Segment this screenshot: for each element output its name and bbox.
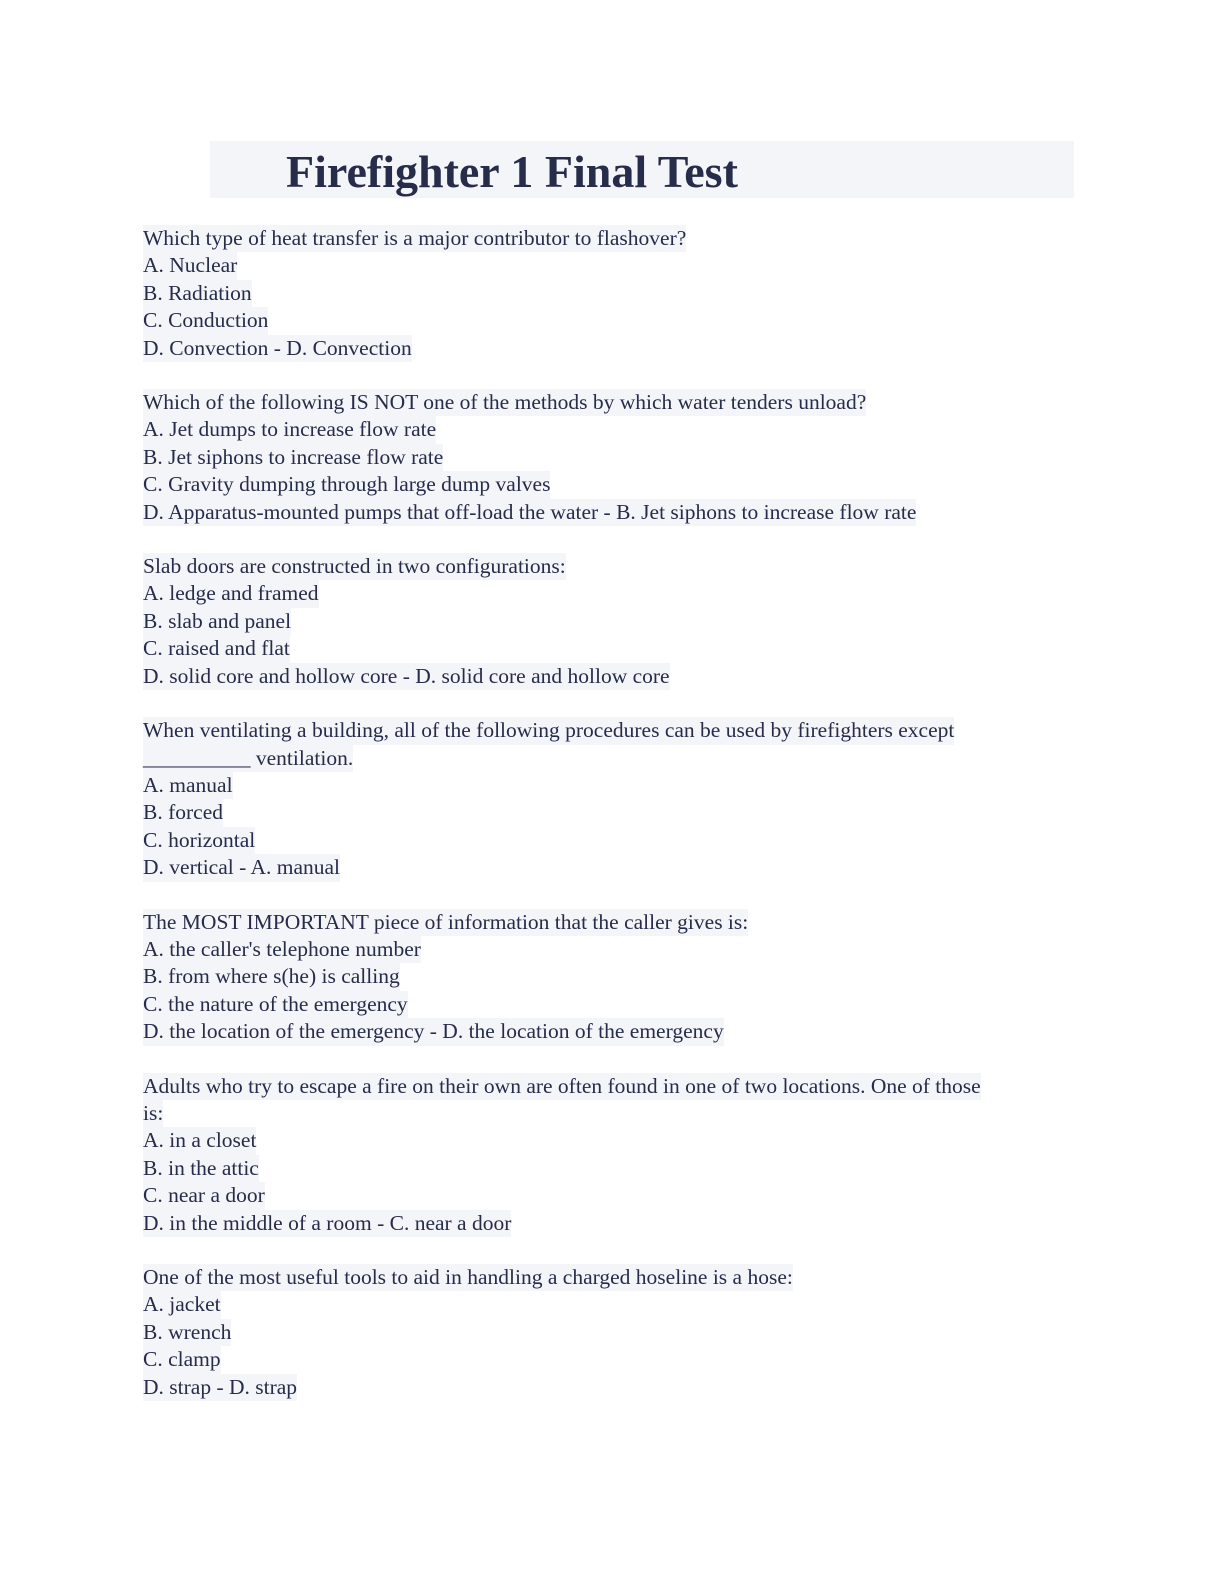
answer-option: D. Apparatus-mounted pumps that off-load the water - B. Jet siphons to increase flow rate: [143, 499, 916, 526]
answer-option: C. horizontal: [143, 827, 255, 854]
answer-option: B. wrench: [143, 1319, 231, 1346]
question-text: Which type of heat transfer is a major contributor to flashover?: [143, 225, 686, 252]
answer-option: A. ledge and framed: [143, 580, 319, 607]
answer-option: D. Convection - D. Convection: [143, 335, 412, 362]
page-title: Firefighter 1 Final Test: [286, 146, 738, 197]
answer-option: B. slab and panel: [143, 608, 291, 635]
question-text: Adults who try to escape a fire on their own are often found in one of two locations. One of those: [143, 1073, 981, 1100]
answer-option: D. in the middle of a room - C. near a door: [143, 1210, 511, 1237]
answer-option: A. Nuclear: [143, 252, 237, 279]
answer-option: A. Jet dumps to increase flow rate: [143, 416, 436, 443]
answer-option: D. strap - D. strap: [143, 1374, 297, 1401]
question-text: __________ ventilation.: [143, 745, 353, 772]
question-list: [143, 225, 1078, 1428]
question-text: Which of the following IS NOT one of the methods by which water tenders unload?: [143, 389, 866, 416]
question-block: [143, 909, 1078, 1046]
question-block: [143, 1073, 1078, 1237]
question-block: [143, 717, 1078, 881]
answer-option: A. in a closet: [143, 1127, 256, 1154]
question-text: is:: [143, 1100, 163, 1127]
question-text: One of the most useful tools to aid in handling a charged hoseline is a hose:: [143, 1264, 793, 1291]
answer-option: C. Gravity dumping through large dump valves: [143, 471, 550, 498]
question-block: [143, 225, 1078, 362]
answer-option: B. from where s(he) is calling: [143, 963, 400, 990]
answer-option: A. jacket: [143, 1291, 221, 1318]
question-text: The MOST IMPORTANT piece of information that the caller gives is:: [143, 909, 748, 936]
answer-option: D. the location of the emergency - D. the location of the emergency: [143, 1018, 724, 1045]
answer-option: B. Jet siphons to increase flow rate: [143, 444, 443, 471]
answer-option: C. Conduction: [143, 307, 268, 334]
question-text: When ventilating a building, all of the following procedures can be used by firefighters except: [143, 717, 954, 744]
answer-option: B. in the attic: [143, 1155, 259, 1182]
question-block: [143, 389, 1078, 526]
answer-option: C. near a door: [143, 1182, 265, 1209]
question-text: Slab doors are constructed in two configurations:: [143, 553, 566, 580]
answer-option: A. the caller's telephone number: [143, 936, 421, 963]
question-block: [143, 1264, 1078, 1401]
answer-option: B. forced: [143, 799, 223, 826]
answer-option: C. clamp: [143, 1346, 221, 1373]
answer-option: B. Radiation: [143, 280, 252, 307]
answer-option: D. solid core and hollow core - D. solid core and hollow core: [143, 663, 670, 690]
question-block: [143, 553, 1078, 690]
answer-option: C. the nature of the emergency: [143, 991, 408, 1018]
answer-option: C. raised and flat: [143, 635, 290, 662]
answer-option: D. vertical - A. manual: [143, 854, 340, 881]
answer-option: A. manual: [143, 772, 233, 799]
